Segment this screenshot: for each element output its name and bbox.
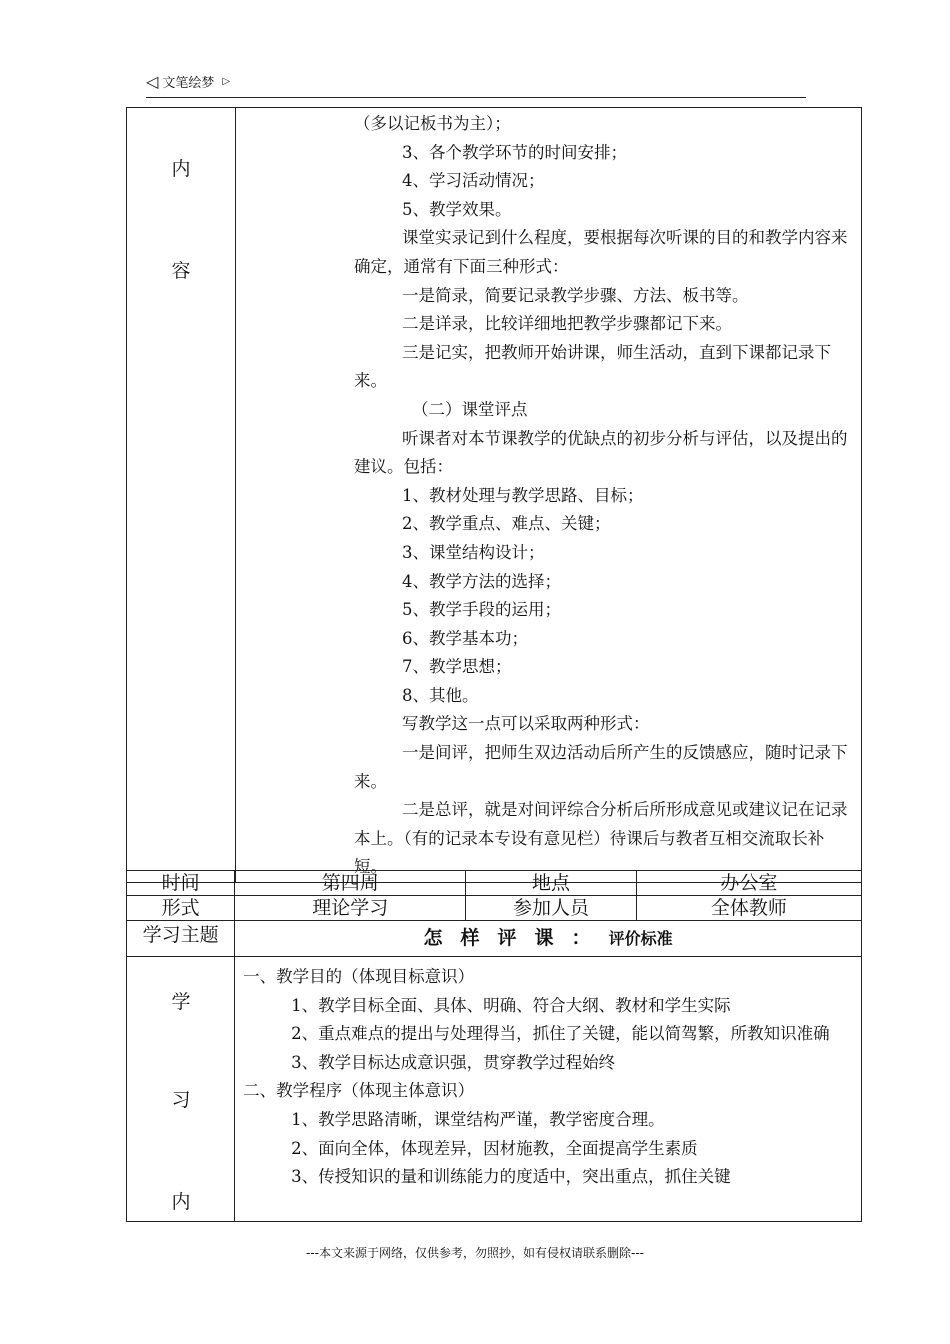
content-line: 5、教学手段的运用；: [402, 600, 561, 620]
content-line: （二）课堂评点: [412, 399, 528, 419]
triangle-right-icon: ▷: [222, 76, 231, 87]
study-content-line: 1、教学目标全面、具体、明确、符合大纲、教材和学生实际: [291, 995, 731, 1015]
header-brand: 文笔绘梦: [162, 76, 215, 91]
label-char-rong: 容: [171, 260, 191, 282]
topic-label: 学习主题: [127, 921, 235, 957]
content-line: 4、教学方法的选择；: [402, 571, 561, 591]
header-rule: [146, 97, 806, 98]
content-label-cell: [127, 108, 236, 883]
topic-title: [235, 921, 862, 957]
study-content-line: 1、教学思路清晰，课堂结构严谨，教学密度合理。: [291, 1109, 665, 1129]
content-line: 8、其他。: [402, 685, 479, 705]
content-line: 二是总评，就是对间评综合分析后所形成意见或建议记在记录本上。（有的记录本专设有意见栏）待课后与教者互相交流取长补短。: [354, 800, 848, 877]
label-char-nei2: 内: [171, 1191, 191, 1213]
content-line: 听课者对本节课教学的优缺点的初步分析与评估，以及提出的建议。包括：: [354, 428, 848, 477]
study-content-line: 二、教学程序（体现主体意识）: [243, 1081, 475, 1101]
study-content-label-cell: [127, 957, 235, 1222]
content-line: 课堂实录记到什么程度，要根据每次听课的目的和教学内容来确定，通常有下面三种形式：: [354, 228, 848, 276]
content-line: 1、教材处理与教学思路、目标；: [402, 485, 644, 505]
study-content-line: 2、重点难点的提出与处理得当，抓住了关键，能以简驾繁，所教知识准确: [291, 1024, 830, 1044]
content-table-1: [126, 107, 862, 883]
content-line: 5、教学效果。: [402, 199, 512, 219]
study-content-line: 一、教学目的（体现目标意识）: [243, 967, 475, 986]
content-line: 6、教学基本功；: [402, 628, 528, 648]
content-line: 2、教学重点、难点、关键；: [402, 514, 611, 534]
people-value: 全体教师: [636, 896, 861, 921]
study-content-text-cell: [235, 957, 862, 1222]
label-char-nei: 内: [171, 158, 191, 180]
form-value: 理论学习: [235, 896, 466, 921]
place-value: 办公室: [636, 871, 861, 896]
study-content-line: 2、面向全体，体现差异，因材施教，全面提高学生素质: [291, 1138, 698, 1158]
content-line: 4、学习活动情况；: [402, 171, 545, 191]
content-line: 二是详录，比较详细地把教学步骤都记下来。: [402, 314, 732, 334]
label-char-xi: 习: [171, 1089, 191, 1111]
people-label: 参加人员: [466, 896, 636, 921]
time-value: 第四周: [235, 871, 466, 896]
content-line: （多以记板书为主）；: [354, 114, 511, 133]
study-content-line: 3、教学目标达成意识强，贯穿教学过程始终: [291, 1052, 616, 1072]
content-text-cell: [236, 108, 862, 883]
page-footer: ---本文来源于网络，仅供参考，勿照抄，如有侵权请联系删除---: [306, 1246, 644, 1260]
topic-title-main: 怎样评课：: [423, 927, 609, 949]
topic-title-sub: 评价标准: [608, 929, 673, 948]
content-line: 7、教学思想；: [402, 657, 512, 677]
label-char-xue: 学: [171, 991, 191, 1013]
content-line: 写教学这一点可以采取两种形式：: [402, 714, 650, 734]
page-header: [146, 72, 230, 91]
study-content-line: 3、传授知识的量和训练能力的度适中，突出重点，抓住关键: [291, 1167, 731, 1187]
place-label: 地点: [466, 871, 636, 896]
content-line: 3、课堂结构设计；: [402, 542, 545, 562]
study-record-table: [126, 870, 862, 1222]
time-label: 时间: [127, 871, 235, 896]
content-line: 一是简录，简要记录教学步骤、方法、板书等。: [402, 285, 749, 305]
content-line: 三是记实，把教师开始讲课，师生活动，直到下课都记录下来。: [354, 342, 831, 391]
form-label: 形式: [127, 896, 235, 921]
content-line: 3、各个教学环节的时间安排；: [402, 142, 627, 162]
content-line: 一是间评，把师生双边活动后所产生的反馈感应，随时记录下来。: [354, 743, 848, 791]
triangle-left-icon: ◁: [146, 72, 159, 91]
